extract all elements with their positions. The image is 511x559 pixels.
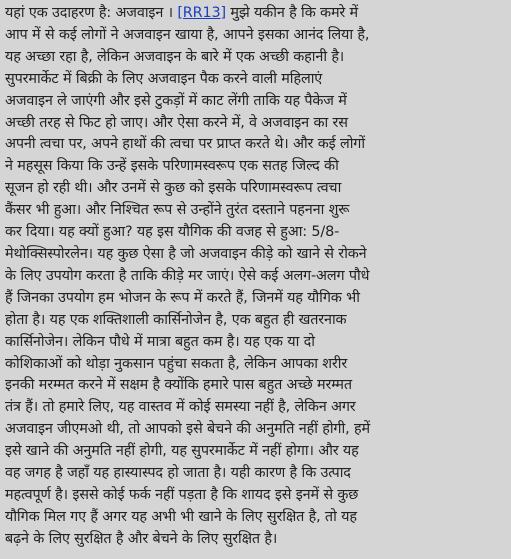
text-line-4: सुपरमार्केट में बिक्री के लिए अजवाइन पैक करने वाली महिलाएं	[5, 70, 323, 87]
text-line-24: यौगिक मिल गए हैं अगर यह अभी भी खाने के लिए सुरक्षित है, तो यह	[5, 508, 357, 525]
article-paragraph	[5, 3, 507, 551]
text-line-23: महत्वपूर्ण है। इससे कोई फर्क नहीं पड़ता है कि शायद इसे इनमें से कुछ	[5, 486, 359, 503]
text-line-1	[5, 3, 507, 25]
text-line-7: अपनी त्वचा पर, अपने हाथों की त्वचा पर प्राप्त करते थे। और कई लोगों	[5, 136, 365, 153]
text-line-6: अच्छी तरह से फिट हो जाए। और ऐसा करने में, वे अजवाइन का रस	[5, 114, 348, 131]
text-line-13: के लिए उपयोग करता है ताकि कीड़े मर जाएं। ऐसे कई अलग-अलग पौधे	[5, 267, 370, 284]
text-line-9: सूजन हो रही थी। और उनमें से कुछ को इसके परिणामस्वरूप त्वचा	[5, 180, 342, 197]
text-line-10: कैंसर भी हुआ। और निश्चित रूप से उन्होंने तुरंत दस्ताने पहनना शुरू	[5, 202, 350, 219]
text-line-11: कर दिया। यह क्यों हुआ? यह इस यौगिक की वजह से हुआ: 5/8-	[5, 224, 340, 241]
text-line-19: तंत्र हैं। तो हमारे लिए, यह वास्तव में कोई समस्या नहीं है, लेकिन अगर	[5, 399, 356, 416]
text-line-17: कोशिकाओं को थोड़ा नुकसान पहुंचा सकता है, लेकिन आपका शरीर	[5, 355, 348, 372]
line-1-trail-text: मुझे यकीन है कि कमरे में	[225, 5, 359, 21]
line-1-lead-text: यहां एक उदाहरण है: अजवाइन ।	[5, 5, 178, 21]
text-line-18: इनकी मरम्मत करने में सक्षम है क्योंकि हमारे पास बहुत अच्छे मरम्मत	[5, 377, 352, 394]
text-line-12: मेथोक्सिस्पोरलेन। यह कुछ ऐसा है जो अजवाइन कीड़े को खाने से रोकने	[5, 245, 367, 262]
text-line-22: वह जगह है जहाँ यह हास्यास्पद हो जाता है। यही कारण है कि उत्पाद	[5, 465, 351, 482]
text-line-25: बढ़ने के लिए सुरक्षित है और बेचने के लिए सुरक्षित है।	[5, 530, 278, 547]
text-line-16: कार्सिनोजेन। लेकिन पौधे में मात्रा बहुत कम है। यह एक या दो	[5, 333, 315, 350]
citation-link[interactable]: [RR13]	[177, 5, 226, 21]
text-line-14: हैं जिनका उपयोग हम भोजन के रूप में करते हैं, जिनमें यह यौगिक भी	[5, 289, 360, 306]
text-line-21: इसे खाने की अनुमति नहीं होगी, यह सुपरमार्केट में नहीं होगा। और यह	[5, 443, 359, 460]
text-line-5: अजवाइन ले जाएंगी और इसे टुकड़ों में काट लेंगी ताकि यह पैकेज में	[5, 92, 347, 109]
text-line-8: ने महसूस किया कि उन्हें इसके परिणामस्वरूप एक सतह जिल्द की	[5, 158, 339, 175]
text-line-15: होता है। यह एक शक्तिशाली कार्सिनोजेन है, एक बहुत ही खतरनाक	[5, 311, 347, 328]
text-line-20: अजवाइन जीएमओ थी, तो आपको इसे बेचने की अनुमति नहीं होगी, हमें	[5, 421, 370, 438]
text-line-2: आप में से कई लोगों ने अजवाइन खाया है, आपने इसका आनंद लिया है,	[5, 26, 370, 43]
text-line-3: यह अच्छा रहा है, लेकिन अजवाइन के बारे में एक अच्छी कहानी है।	[5, 48, 345, 65]
